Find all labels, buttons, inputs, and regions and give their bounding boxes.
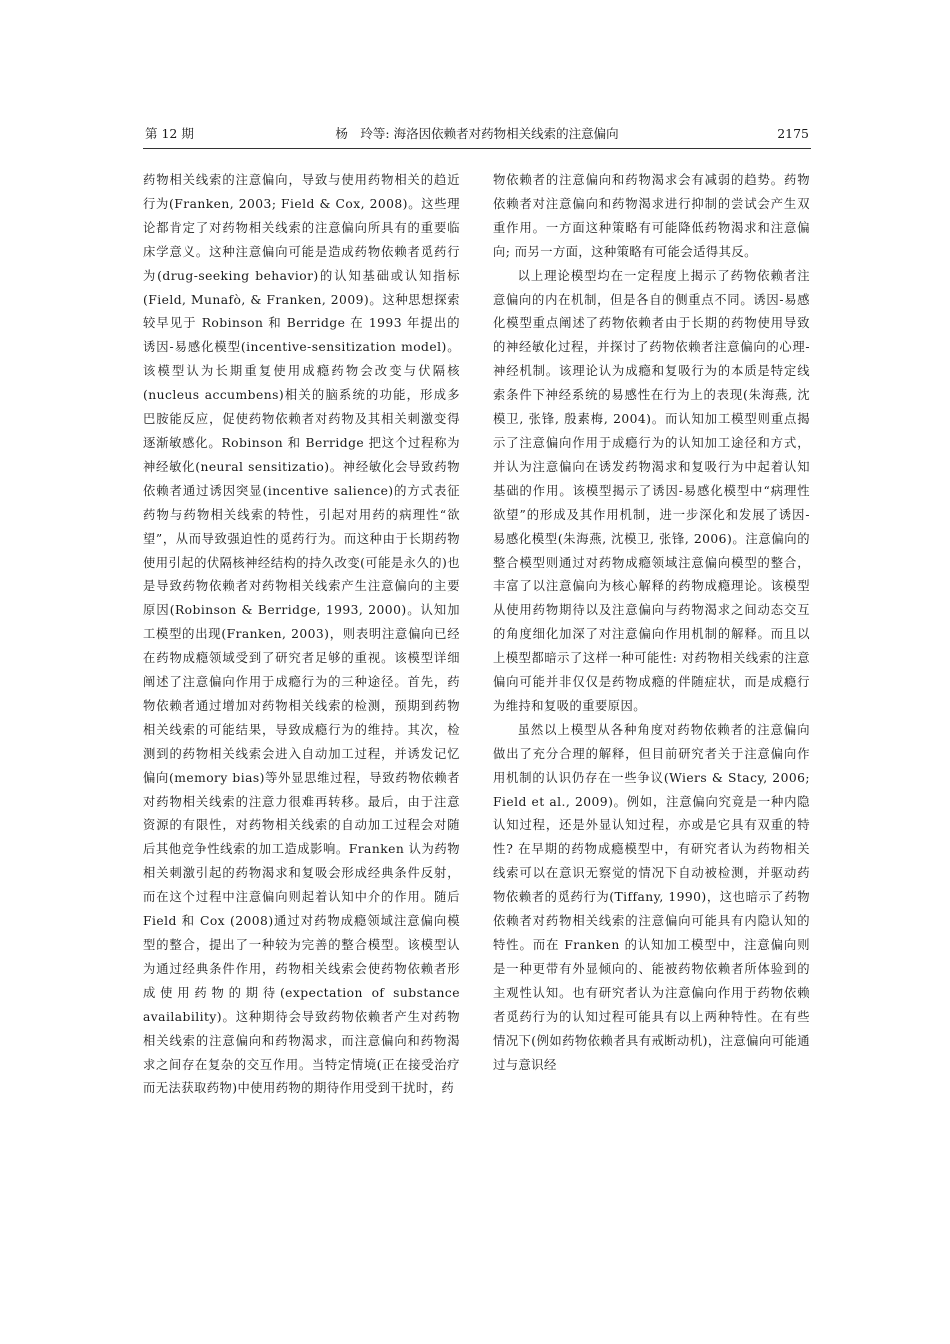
header-rule — [143, 148, 811, 149]
page-number: 2175 — [777, 126, 809, 141]
right-column — [493, 169, 810, 1077]
paragraph: 以上理论模型均在一定程度上揭示了药物依赖者注意偏向的内在机制，但是各自的侧重点不同。诱因-易感化模型重点阐述了药物依赖者由于长期的药物使用导致的神经敏化过程，并探讨了药物依赖者注意偏向的心理-神经机制。该理论认为成瘾和复吸行为的本质是特定线索条件下神经系统的易感性在行为上的表现(朱海燕, 沈模卫, 张锋, 殷素梅, 2004)。而认知加工模型则重点揭示了注意偏向作用于成瘾行为的认知加工途径和方式，并认为注意偏向在诱发药物渴求和复吸行为中起着认知基础的作用。该模型揭示了诱因-易感化模型中“病理性欲望”的形成及其作用机制，进一步深化和发展了诱因-易感化模型(朱海燕, 沈模卫, 张锋, 2006)。注意偏向的整合模型则通过对药物成瘾领域注意偏向模型的整合，丰富了以注意偏向为核心解释的药物成瘾理论。该模型从使用药物期待以及注意偏向与药物渴求之间动态交互的角度细化加深了对注意偏向作用机制的解释。而且以上模型都暗示了这样一种可能性: 对药物相关线索的注意偏向可能并非仅仅是药物成瘾的伴随症状，而是成瘾行为维持和复吸的重要原因。 — [493, 268, 810, 713]
running-header — [143, 126, 811, 148]
running-title: 杨 玲等: 海洛因依赖者对药物相关线索的注意偏向 — [335, 126, 619, 141]
left-column — [143, 169, 460, 1101]
paragraph: 药物相关线索的注意偏向，导致与使用药物相关的趋近行为(Franken, 2003; Field & Cox, 2008)。这些理论都肯定了对药物相关线索的注意偏向所具有的重要临床学意义。这种注意偏向可能是造成药物依赖者觅药行为(drug-seeking behavior)的认知基础或认知指标(Field, Munafò, & Franken, 2009)。这种思想探索较早见于 Robinson 和 Berridge 在 1993 年提出的诱因-易感化模型(incentive-sensitization model)。该模型认为长期重复使用成瘾药物会改变与伏隔核(nucleus accumbens)相关的脑系统的功能，形成多巴胺能反应，促使药物依赖者对药物及其相关刺激变得逐渐敏感化。Robinson 和 Berridge 把这个过程称为神经敏化(neural sensitizatio)。神经敏化会导致药物依赖者通过诱因突显(incentive salience)的方式表征药物与药物相关线索的特性，引起对用药的病理性“欲望”，从而导致强迫性的觅药行为。而这种由于长期药物使用引起的伏隔核神经结构的持久改变(可能是永久的)也是导致药物依赖者对药物相关线索产生注意偏向的主要原因(Robinson & Berridge, 1993, 2000)。认知加工模型的出现(Franken, 2003)，则表明注意偏向已经在药物成瘾领域受到了研究者足够的重视。该模型详细阐述了注意偏向作用于成瘾行为的三种途径。首先，药物依赖者通过增加对药物相关线索的检测，预期到药物相关线索的可能结果，导致成瘾行为的维持。其次，检测到的药物相关线索会进入自动加工过程，并诱发记忆偏向(memory bias)等外显思维过程，导致药物依赖者对药物相关线索的注意力很难再转移。最后，由于注意资源的有限性，对药物相关线索的自动加工过程会对随后其他竞争性线索的加工造成影响。Franken 认为药物相关刺激引起的药物渴求和复吸会形成经典条件反射，而在这个过程中注意偏向则起着认知中介的作用。随后 Field 和 Cox (2008)通过对药物成瘾领域注意偏向模型的整合，提出了一种较为完善的整合模型。该模型认为通过经典条件作用，药物相关线索会使药物依赖者形成使用药物的期待(expectation of substance availability)。这种期待会导致药物依赖者产生对药物相关线索的注意偏向和药物渴求，而注意偏向和药物渴求之间存在复杂的交互作用。当特定情境(正在接受治疗而无法获取药物)中使用药物的期待作用受到干扰时，药 — [143, 173, 460, 1096]
issue-number: 第 12 期 — [145, 126, 194, 141]
paragraph: 虽然以上模型从各种角度对药物依赖者的注意偏向做出了充分合理的解释，但目前研究者关于注意偏向作用机制的认识仍存在一些争议(Wiers & Stacy, 2006; Field et al., 2009)。例如，注意偏向究竟是一种内隐认知过程，还是外显认知过程，亦或是它具有双重的特性? 在早期的药物成瘾模型中，有研究者认为药物相关线索可以在意识无察觉的情况下自动被检测，并驱动药物依赖者的觅药行为(Tiffany, 1990)，这也暗示了药物依赖者对药物相关线索的注意偏向可能具有内隐认知的特性。而在 Franken 的认知加工模型中，注意偏向则是一种更带有外显倾向的、能被药物依赖者所体验到的主观性认知。也有研究者认为注意偏向作用于药物依赖者觅药行为的认知过程可能具有以上两种特性。在有些情况下(例如药物依赖者具有戒断动机)，注意偏向可能通过与意识经 — [493, 722, 810, 1072]
paragraph: 物依赖者的注意偏向和药物渴求会有减弱的趋势。药物依赖者对注意偏向和药物渴求进行抑制的尝试会产生双重作用。一方面这种策略有可能降低药物渴求和注意偏向; 而另一方面，这种策略有可能会适得其反。 — [493, 173, 810, 259]
